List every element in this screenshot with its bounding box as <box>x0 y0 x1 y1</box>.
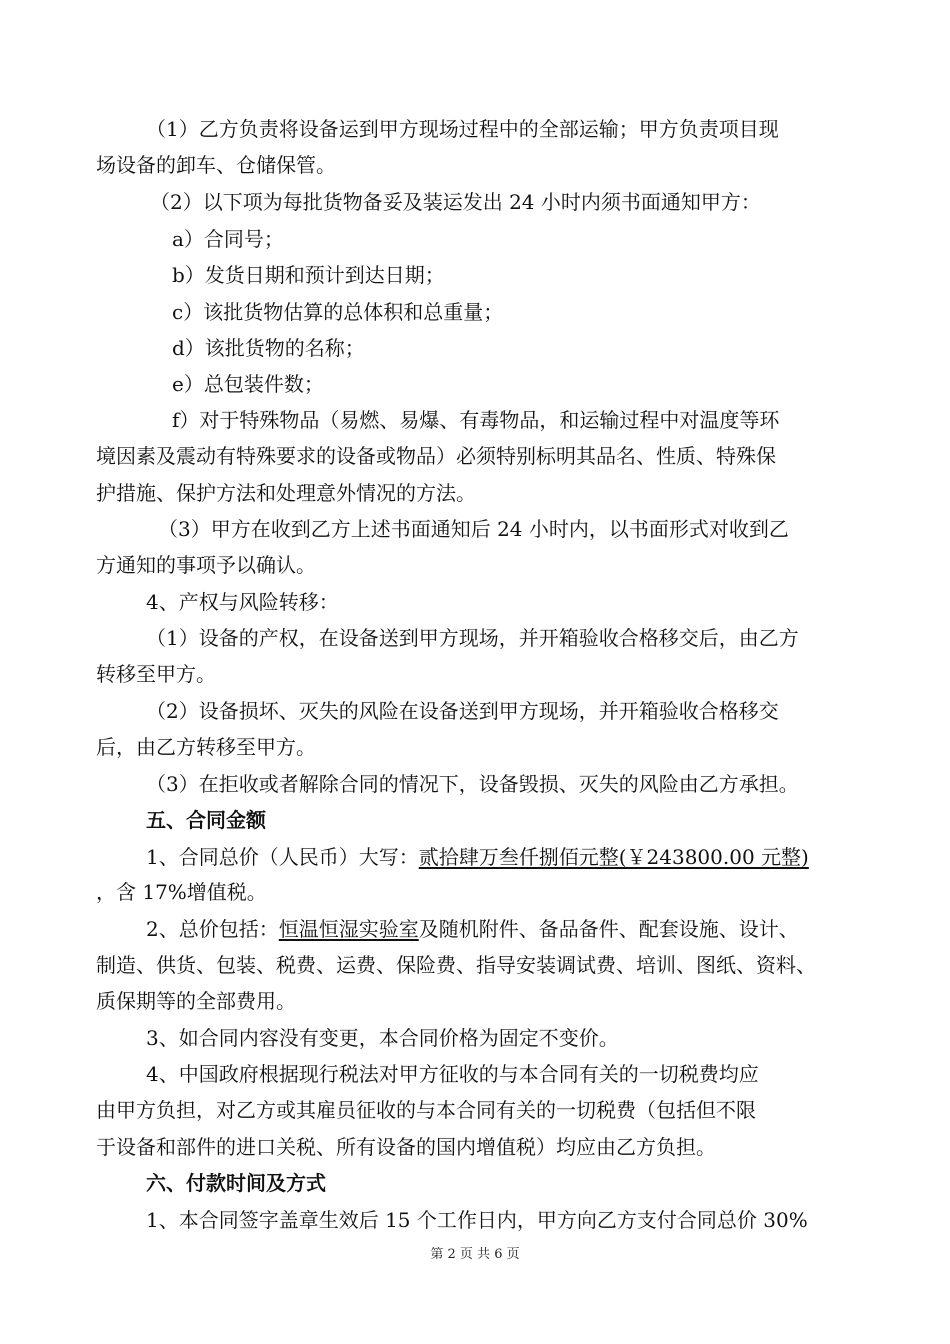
text-line: 转移至甲方。 <box>96 662 216 686</box>
text-line: （2）设备损坏、灭失的风险在设备送到甲方现场，并开箱验收合格移交 <box>146 699 779 723</box>
text-line: （1）设备的产权，在设备送到甲方现场，并开箱验收合格移交后，由乙方 <box>146 626 799 650</box>
section-heading: 六、付款时间及方式 <box>146 1171 326 1195</box>
text-line: 境因素及震动有特殊要求的设备或物品）必须特别标明其品名、性质、特殊保 <box>96 444 776 468</box>
text-segment: 及随机附件、备品备件、配套设施、设计、 <box>418 917 799 941</box>
text-line: ，含 17%增值税。 <box>96 880 267 904</box>
text-segment: 2、总价包括： <box>146 917 279 941</box>
underlined-product: 恒温恒湿实验室 <box>278 917 419 941</box>
text-line: b）发货日期和预计到达日期； <box>172 263 445 287</box>
section-heading: 五、合同金额 <box>146 808 266 832</box>
text-line: 制造、供货、包装、税费、运费、保险费、指导安装调试费、培训、图纸、资料、 <box>96 953 816 977</box>
text-line: 护措施、保护方法和处理意外情况的方法。 <box>96 481 476 505</box>
text-line: f）对于特殊物品（易燃、易爆、有毒物品，和运输过程中对温度等环 <box>172 408 780 432</box>
text-line <box>146 844 809 870</box>
text-line: 3、如合同内容没有变更，本合同价格为固定不变价。 <box>146 1026 619 1050</box>
text-line: 于设备和部件的进口关税、所有设备的国内增值税）均应由乙方负担。 <box>96 1135 716 1159</box>
text-line: 场设备的卸车、仓储保管。 <box>96 153 336 177</box>
text-line: d）该批货物的名称； <box>172 336 365 360</box>
text-line: 方通知的事项予以确认。 <box>96 553 316 577</box>
page-footer: 第 2 页 共 6 页 <box>430 1247 520 1262</box>
text-line: e）总包装件数； <box>172 372 324 396</box>
text-line: 1、本合同签字盖章生效后 15 个工作日内，甲方向乙方支付合同总价 30% <box>146 1208 808 1232</box>
text-line: 4、产权与风险转移： <box>146 590 339 614</box>
text-line: （2）以下项为每批货物备妥及装运发出 24 小时内须书面通知甲方： <box>150 190 761 214</box>
text-segment: 1、合同总价（人民币）大写： <box>146 845 419 869</box>
text-line: 后，由乙方转移至甲方。 <box>96 735 316 759</box>
text-line: 质保期等的全部费用。 <box>96 989 296 1013</box>
text-line: 4、中国政府根据现行税法对甲方征收的与本合同有关的一切税费均应 <box>146 1062 759 1086</box>
text-line: （1）乙方负责将设备运到甲方现场过程中的全部运输；甲方负责项目现 <box>146 117 779 141</box>
text-line: （3）在拒收或者解除合同的情况下，设备毁损、灭失的风险由乙方承担。 <box>146 772 799 796</box>
text-line: a）合同号； <box>172 227 284 251</box>
text-line: c）该批货物估算的总体积和总重量； <box>172 300 504 324</box>
text-line: 由甲方负担，对乙方或其雇员征收的与本合同有关的一切税费（包括但不限 <box>96 1098 756 1122</box>
text-line: （3）甲方在收到乙方上述书面通知后 24 小时内，以书面形式对收到乙 <box>158 517 789 541</box>
text-line <box>146 916 799 942</box>
underlined-amount: 贰拾肆万叁仟捌佰元整(￥243800.00 元整) <box>418 845 809 869</box>
